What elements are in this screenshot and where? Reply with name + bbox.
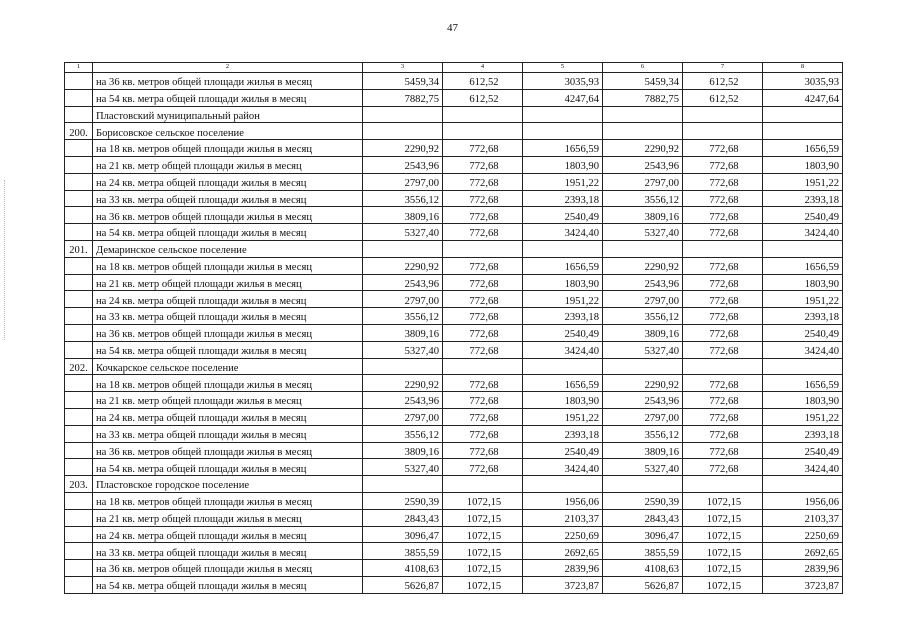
value-cell-col7: 772,68 [683, 173, 763, 190]
value-cell-col7 [683, 240, 763, 257]
row-label-cell: на 24 кв. метра общей площади жилья в месяц [93, 526, 363, 543]
row-label-cell: на 24 кв. метра общей площади жилья в месяц [93, 173, 363, 190]
row-number-cell [65, 492, 93, 509]
value-cell-col6: 2797,00 [603, 291, 683, 308]
column-header: 5 [523, 63, 603, 73]
value-cell-col6: 2543,96 [603, 156, 683, 173]
value-cell-col5: 2540,49 [523, 442, 603, 459]
column-header: 4 [443, 63, 523, 73]
value-cell-col6: 5459,34 [603, 73, 683, 90]
value-cell-col5: 1956,06 [523, 492, 603, 509]
row-number-cell [65, 425, 93, 442]
value-cell-col8 [763, 106, 843, 123]
value-cell-col4: 772,68 [443, 308, 523, 325]
value-cell-col5: 4247,64 [523, 89, 603, 106]
value-cell-col4: 772,68 [443, 392, 523, 409]
scan-edge-mark [4, 180, 6, 340]
value-cell-col8: 1951,22 [763, 173, 843, 190]
row-number-cell [65, 257, 93, 274]
value-cell-col7: 1072,15 [683, 576, 763, 593]
row-number-cell [65, 106, 93, 123]
value-cell-col6: 5327,40 [603, 341, 683, 358]
value-cell-col3: 5626,87 [363, 576, 443, 593]
row-number-cell [65, 324, 93, 341]
value-cell-col8 [763, 123, 843, 140]
row-number-cell [65, 408, 93, 425]
value-cell-col3: 2290,92 [363, 257, 443, 274]
value-cell-col8 [763, 358, 843, 375]
value-cell-col4: 1072,15 [443, 543, 523, 560]
value-cell-col4: 772,68 [443, 324, 523, 341]
value-cell-col6: 3556,12 [603, 190, 683, 207]
row-number-cell [65, 392, 93, 409]
value-cell-col4: 1072,15 [443, 560, 523, 577]
value-cell-col5: 1951,22 [523, 408, 603, 425]
value-cell-col7: 612,52 [683, 89, 763, 106]
row-label-cell: Борисовское сельское поселение [93, 123, 363, 140]
column-header: 7 [683, 63, 763, 73]
value-cell-col3: 2543,96 [363, 392, 443, 409]
table-row [65, 73, 843, 90]
value-cell-col6: 3556,12 [603, 425, 683, 442]
row-number-cell [65, 308, 93, 325]
value-cell-col8: 2103,37 [763, 509, 843, 526]
value-cell-col8: 1656,59 [763, 257, 843, 274]
value-cell-col4: 772,68 [443, 207, 523, 224]
value-cell-col5: 2540,49 [523, 207, 603, 224]
value-cell-col3 [363, 123, 443, 140]
table-row [65, 274, 843, 291]
table-row [65, 324, 843, 341]
value-cell-col3: 7882,75 [363, 89, 443, 106]
row-label-cell: на 36 кв. метров общей площади жилья в месяц [93, 207, 363, 224]
value-cell-col7: 1072,15 [683, 526, 763, 543]
value-cell-col6 [603, 476, 683, 493]
value-cell-col7: 772,68 [683, 224, 763, 241]
value-cell-col4: 772,68 [443, 257, 523, 274]
value-cell-col7: 772,68 [683, 140, 763, 157]
value-cell-col4: 772,68 [443, 408, 523, 425]
row-number-cell [65, 207, 93, 224]
value-cell-col6: 2843,43 [603, 509, 683, 526]
row-number-cell [65, 576, 93, 593]
value-cell-col5: 3424,40 [523, 459, 603, 476]
column-header: 2 [93, 63, 363, 73]
column-number-row [65, 63, 843, 73]
value-cell-col5: 2393,18 [523, 308, 603, 325]
value-cell-col3: 3556,12 [363, 308, 443, 325]
value-cell-col8: 2250,69 [763, 526, 843, 543]
value-cell-col4: 1072,15 [443, 492, 523, 509]
value-cell-col8: 1656,59 [763, 375, 843, 392]
row-number-cell [65, 291, 93, 308]
value-cell-col5: 1951,22 [523, 173, 603, 190]
row-number-cell: 202. [65, 358, 93, 375]
row-label-cell: на 54 кв. метра общей площади жилья в месяц [93, 224, 363, 241]
value-cell-col8: 2540,49 [763, 324, 843, 341]
value-cell-col3: 2797,00 [363, 408, 443, 425]
row-label-cell: на 33 кв. метра общей площади жилья в месяц [93, 190, 363, 207]
value-cell-col5: 2393,18 [523, 190, 603, 207]
value-cell-col5: 2839,96 [523, 560, 603, 577]
value-cell-col8: 2839,96 [763, 560, 843, 577]
value-cell-col6: 2290,92 [603, 375, 683, 392]
table-row [65, 392, 843, 409]
table-row [65, 492, 843, 509]
row-label-cell: на 33 кв. метра общей площади жилья в месяц [93, 308, 363, 325]
column-header: 6 [603, 63, 683, 73]
row-number-cell [65, 442, 93, 459]
value-cell-col3 [363, 240, 443, 257]
row-number-cell [65, 560, 93, 577]
value-cell-col4 [443, 358, 523, 375]
value-cell-col3: 3556,12 [363, 425, 443, 442]
table-row [65, 291, 843, 308]
value-cell-col4: 772,68 [443, 375, 523, 392]
value-cell-col7: 772,68 [683, 392, 763, 409]
value-cell-col3: 3855,59 [363, 543, 443, 560]
row-number-cell [65, 140, 93, 157]
value-cell-col6: 3556,12 [603, 308, 683, 325]
value-cell-col5: 3424,40 [523, 341, 603, 358]
row-label-cell: на 54 кв. метра общей площади жилья в месяц [93, 459, 363, 476]
value-cell-col5 [523, 358, 603, 375]
row-number-cell [65, 509, 93, 526]
group-row [65, 240, 843, 257]
value-cell-col4: 1072,15 [443, 526, 523, 543]
value-cell-col5: 1803,90 [523, 156, 603, 173]
value-cell-col3 [363, 476, 443, 493]
table-row [65, 459, 843, 476]
value-cell-col5 [523, 123, 603, 140]
row-number-cell [65, 543, 93, 560]
value-cell-col8: 1803,90 [763, 274, 843, 291]
table-row [65, 173, 843, 190]
value-cell-col8: 1956,06 [763, 492, 843, 509]
value-cell-col7: 1072,15 [683, 509, 763, 526]
table-row [65, 140, 843, 157]
value-cell-col7: 772,68 [683, 425, 763, 442]
value-cell-col8: 2393,18 [763, 190, 843, 207]
value-cell-col8: 1656,59 [763, 140, 843, 157]
table-row [65, 190, 843, 207]
table-row [65, 425, 843, 442]
value-cell-col4: 772,68 [443, 190, 523, 207]
row-label-cell: на 54 кв. метра общей площади жилья в месяц [93, 576, 363, 593]
table-row [65, 408, 843, 425]
value-cell-col3: 3096,47 [363, 526, 443, 543]
table-row [65, 106, 843, 123]
value-cell-col5: 3424,40 [523, 224, 603, 241]
value-cell-col5: 1803,90 [523, 392, 603, 409]
value-cell-col3: 2543,96 [363, 274, 443, 291]
value-cell-col6: 5327,40 [603, 459, 683, 476]
page-number: 47 [447, 22, 458, 34]
row-label-cell: на 33 кв. метра общей площади жилья в месяц [93, 425, 363, 442]
value-cell-col3: 3809,16 [363, 442, 443, 459]
value-cell-col7: 772,68 [683, 257, 763, 274]
value-cell-col4: 772,68 [443, 459, 523, 476]
value-cell-col6: 3809,16 [603, 324, 683, 341]
row-number-cell [65, 375, 93, 392]
row-label-cell: на 36 кв. метров общей площади жилья в месяц [93, 560, 363, 577]
row-label-cell: на 21 кв. метр общей площади жилья в месяц [93, 392, 363, 409]
table-row [65, 341, 843, 358]
value-cell-col8: 1951,22 [763, 291, 843, 308]
table-row [65, 509, 843, 526]
value-cell-col6 [603, 123, 683, 140]
value-cell-col3: 2843,43 [363, 509, 443, 526]
row-number-cell: 203. [65, 476, 93, 493]
value-cell-col5 [523, 106, 603, 123]
value-cell-col8: 1803,90 [763, 156, 843, 173]
row-label-cell: Пластовский муниципальный район [93, 106, 363, 123]
value-cell-col6: 2543,96 [603, 274, 683, 291]
value-cell-col3: 5327,40 [363, 224, 443, 241]
row-label-cell: на 18 кв. метров общей площади жилья в месяц [93, 140, 363, 157]
row-label-cell: на 36 кв. метров общей площади жилья в месяц [93, 324, 363, 341]
value-cell-col7: 772,68 [683, 408, 763, 425]
value-cell-col4: 612,52 [443, 73, 523, 90]
value-cell-col5 [523, 240, 603, 257]
row-number-cell: 200. [65, 123, 93, 140]
value-cell-col8: 2692,65 [763, 543, 843, 560]
value-cell-col3: 3809,16 [363, 207, 443, 224]
row-label-cell: на 18 кв. метров общей площади жилья в месяц [93, 375, 363, 392]
value-cell-col5: 2540,49 [523, 324, 603, 341]
value-cell-col5: 3723,87 [523, 576, 603, 593]
value-cell-col3: 5327,40 [363, 341, 443, 358]
value-cell-col7: 772,68 [683, 442, 763, 459]
row-label-cell: Пластовское городское поселение [93, 476, 363, 493]
row-label-cell: на 54 кв. метра общей площади жилья в месяц [93, 89, 363, 106]
row-number-cell [65, 341, 93, 358]
table-body [65, 73, 843, 594]
value-cell-col5: 2103,37 [523, 509, 603, 526]
value-cell-col8: 3424,40 [763, 341, 843, 358]
value-cell-col4: 772,68 [443, 156, 523, 173]
value-cell-col3: 3809,16 [363, 324, 443, 341]
row-number-cell [65, 156, 93, 173]
value-cell-col6: 2290,92 [603, 257, 683, 274]
value-cell-col8: 2540,49 [763, 207, 843, 224]
row-label-cell: Демаринское сельское поселение [93, 240, 363, 257]
value-cell-col5: 2692,65 [523, 543, 603, 560]
value-cell-col7: 772,68 [683, 375, 763, 392]
column-header: 8 [763, 63, 843, 73]
table-row [65, 576, 843, 593]
value-cell-col5: 2393,18 [523, 425, 603, 442]
value-cell-col6: 3809,16 [603, 207, 683, 224]
value-cell-col8 [763, 240, 843, 257]
table-row [65, 375, 843, 392]
table-row [65, 526, 843, 543]
value-cell-col6: 2290,92 [603, 140, 683, 157]
table-row [65, 308, 843, 325]
value-cell-col7 [683, 476, 763, 493]
value-cell-col5: 1656,59 [523, 140, 603, 157]
value-cell-col3 [363, 358, 443, 375]
value-cell-col7: 772,68 [683, 324, 763, 341]
value-cell-col4 [443, 240, 523, 257]
table-row [65, 543, 843, 560]
value-cell-col3: 2797,00 [363, 291, 443, 308]
value-cell-col5 [523, 476, 603, 493]
value-cell-col3: 4108,63 [363, 560, 443, 577]
value-cell-col8: 1803,90 [763, 392, 843, 409]
column-header: 3 [363, 63, 443, 73]
value-cell-col4 [443, 123, 523, 140]
value-cell-col3: 5327,40 [363, 459, 443, 476]
table-row [65, 224, 843, 241]
value-cell-col6: 2590,39 [603, 492, 683, 509]
value-cell-col5: 1656,59 [523, 257, 603, 274]
value-cell-col3: 5459,34 [363, 73, 443, 90]
value-cell-col5: 2250,69 [523, 526, 603, 543]
value-cell-col6 [603, 358, 683, 375]
value-cell-col6 [603, 240, 683, 257]
value-cell-col4: 772,68 [443, 442, 523, 459]
row-number-cell [65, 73, 93, 90]
column-header: 1 [65, 63, 93, 73]
value-cell-col7: 772,68 [683, 156, 763, 173]
value-cell-col6: 2797,00 [603, 173, 683, 190]
group-row [65, 476, 843, 493]
table-row [65, 89, 843, 106]
row-label-cell: на 21 кв. метр общей площади жилья в месяц [93, 156, 363, 173]
value-cell-col6: 4108,63 [603, 560, 683, 577]
row-label-cell: на 21 кв. метр общей площади жилья в месяц [93, 274, 363, 291]
value-cell-col6: 3809,16 [603, 442, 683, 459]
value-cell-col7: 772,68 [683, 190, 763, 207]
value-cell-col7: 1072,15 [683, 492, 763, 509]
value-cell-col4: 772,68 [443, 341, 523, 358]
row-number-cell [65, 224, 93, 241]
table-row [65, 257, 843, 274]
value-cell-col7 [683, 123, 763, 140]
value-cell-col4 [443, 476, 523, 493]
value-cell-col4: 772,68 [443, 425, 523, 442]
tariff-table [64, 62, 843, 594]
row-number-cell [65, 459, 93, 476]
value-cell-col4 [443, 106, 523, 123]
value-cell-col7: 1072,15 [683, 560, 763, 577]
row-number-cell [65, 526, 93, 543]
value-cell-col6: 3096,47 [603, 526, 683, 543]
row-label-cell: Кочкарское сельское поселение [93, 358, 363, 375]
value-cell-col3: 2543,96 [363, 156, 443, 173]
table-row [65, 207, 843, 224]
row-label-cell: на 21 кв. метр общей площади жилья в месяц [93, 509, 363, 526]
value-cell-col4: 772,68 [443, 173, 523, 190]
value-cell-col6: 2797,00 [603, 408, 683, 425]
value-cell-col8: 3424,40 [763, 459, 843, 476]
row-number-cell [65, 173, 93, 190]
value-cell-col7: 772,68 [683, 207, 763, 224]
value-cell-col4: 772,68 [443, 140, 523, 157]
value-cell-col6: 2543,96 [603, 392, 683, 409]
value-cell-col5: 1656,59 [523, 375, 603, 392]
value-cell-col4: 772,68 [443, 274, 523, 291]
row-number-cell [65, 190, 93, 207]
value-cell-col8: 2393,18 [763, 308, 843, 325]
value-cell-col7: 612,52 [683, 73, 763, 90]
value-cell-col7: 772,68 [683, 291, 763, 308]
value-cell-col7 [683, 358, 763, 375]
value-cell-col4: 1072,15 [443, 576, 523, 593]
value-cell-col5: 1951,22 [523, 291, 603, 308]
row-number-cell: 201. [65, 240, 93, 257]
row-label-cell: на 54 кв. метра общей площади жилья в месяц [93, 341, 363, 358]
row-label-cell: на 33 кв. метра общей площади жилья в месяц [93, 543, 363, 560]
value-cell-col8: 3723,87 [763, 576, 843, 593]
value-cell-col3: 2290,92 [363, 375, 443, 392]
value-cell-col3: 2797,00 [363, 173, 443, 190]
group-row [65, 123, 843, 140]
table-row [65, 156, 843, 173]
value-cell-col3: 3556,12 [363, 190, 443, 207]
row-label-cell: на 24 кв. метра общей площади жилья в месяц [93, 291, 363, 308]
value-cell-col7 [683, 106, 763, 123]
value-cell-col4: 772,68 [443, 291, 523, 308]
value-cell-col8: 2540,49 [763, 442, 843, 459]
value-cell-col7: 772,68 [683, 274, 763, 291]
row-number-cell [65, 274, 93, 291]
value-cell-col6: 5626,87 [603, 576, 683, 593]
value-cell-col7: 772,68 [683, 341, 763, 358]
value-cell-col4: 1072,15 [443, 509, 523, 526]
value-cell-col3: 2590,39 [363, 492, 443, 509]
value-cell-col8: 2393,18 [763, 425, 843, 442]
value-cell-col4: 612,52 [443, 89, 523, 106]
value-cell-col8: 4247,64 [763, 89, 843, 106]
table-row [65, 442, 843, 459]
value-cell-col8: 3424,40 [763, 224, 843, 241]
row-label-cell: на 36 кв. метров общей площади жилья в месяц [93, 73, 363, 90]
value-cell-col6 [603, 106, 683, 123]
value-cell-col6: 3855,59 [603, 543, 683, 560]
value-cell-col6: 5327,40 [603, 224, 683, 241]
value-cell-col8: 1951,22 [763, 408, 843, 425]
row-number-cell [65, 89, 93, 106]
value-cell-col6: 7882,75 [603, 89, 683, 106]
value-cell-col8: 3035,93 [763, 73, 843, 90]
row-label-cell: на 36 кв. метров общей площади жилья в месяц [93, 442, 363, 459]
row-label-cell: на 18 кв. метров общей площади жилья в месяц [93, 257, 363, 274]
row-label-cell: на 24 кв. метра общей площади жилья в месяц [93, 408, 363, 425]
value-cell-col7: 772,68 [683, 308, 763, 325]
group-row [65, 358, 843, 375]
value-cell-col5: 1803,90 [523, 274, 603, 291]
value-cell-col7: 772,68 [683, 459, 763, 476]
value-cell-col4: 772,68 [443, 224, 523, 241]
row-label-cell: на 18 кв. метров общей площади жилья в месяц [93, 492, 363, 509]
value-cell-col3: 2290,92 [363, 140, 443, 157]
value-cell-col8 [763, 476, 843, 493]
table-row [65, 560, 843, 577]
value-cell-col3 [363, 106, 443, 123]
value-cell-col7: 1072,15 [683, 543, 763, 560]
value-cell-col5: 3035,93 [523, 73, 603, 90]
